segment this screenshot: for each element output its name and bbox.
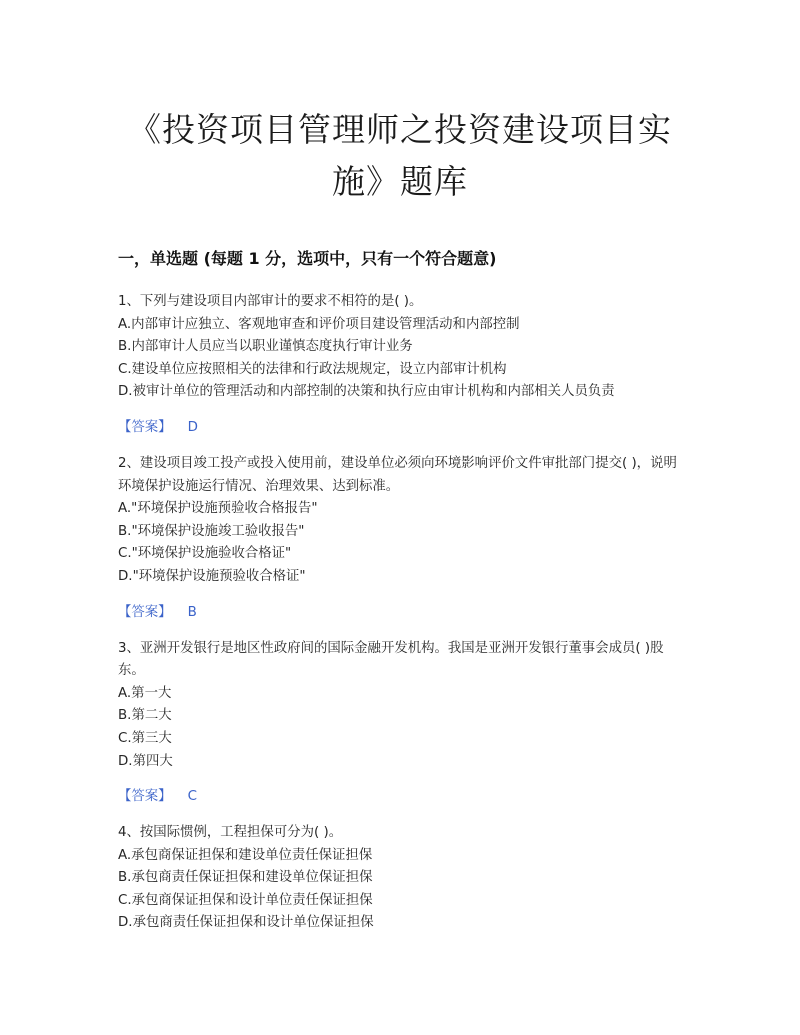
answer-line	[118, 786, 688, 808]
option-b: B.第二大	[118, 708, 172, 724]
option-c: C."环境保护设施验收合格证"	[118, 546, 292, 562]
option-list	[118, 314, 688, 404]
question-stem: 1、下列与建设项目内部审计的要求不相符的是( )。	[118, 294, 423, 309]
answer-line	[118, 602, 688, 624]
option-a: A.承包商保证担保和建设单位责任保证担保	[118, 847, 373, 863]
section-heading: 一，单选题 (每题 1 分，选项中，只有一个符合题意)	[118, 249, 497, 268]
question-stem: 2、建设项目竣工投产或投入使用前，建设单位必须向环境影响评价文件审批部门提交( )，说明环境保护设施运行情况、治理效果、达到标准。	[118, 455, 677, 494]
answer-label: 【答案】	[118, 419, 172, 435]
option-list	[118, 683, 688, 773]
answer-value: C	[187, 789, 197, 805]
answer-label: 【答案】	[118, 604, 172, 620]
option-b: B.承包商责任保证担保和建设单位保证担保	[118, 870, 373, 886]
option-b: B.内部审计人员应当以职业谨慎态度执行审计业务	[118, 339, 413, 355]
option-c: C.第三大	[118, 730, 172, 746]
answer-label: 【答案】	[118, 789, 172, 805]
answer-value: D	[187, 419, 198, 435]
question-stem: 4、按国际惯例，工程担保可分为( )。	[118, 825, 343, 841]
question-1	[118, 291, 688, 439]
option-list	[118, 498, 688, 588]
option-d: D."环境保护设施预验收合格证"	[118, 568, 306, 584]
document-title-line-2: 施》题库	[332, 162, 468, 201]
question-4	[118, 822, 688, 935]
answer-line	[118, 417, 688, 439]
option-a: A."环境保护设施预验收合格报告"	[118, 501, 318, 517]
option-b: B."环境保护设施竣工验收报告"	[118, 523, 305, 539]
option-list	[118, 845, 688, 935]
question-list	[118, 291, 688, 935]
option-c: C.承包商保证担保和设计单位责任保证担保	[118, 892, 373, 908]
option-d: D.承包商责任保证担保和设计单位保证担保	[118, 915, 374, 931]
question-stem: 3、亚洲开发银行是地区性政府间的国际金融开发机构。我国是亚洲开发银行董事会成员( )股东。	[118, 640, 664, 679]
option-d: D.第四大	[118, 753, 173, 769]
option-a: A.第一大	[118, 685, 172, 701]
option-c: C.建设单位应按照相关的法律和行政法规规定，设立内部审计机构	[118, 361, 507, 377]
document-title	[100, 104, 700, 208]
answer-value: B	[187, 604, 197, 620]
document-title-line-1: 《投资项目管理师之投资建设项目实	[128, 110, 672, 149]
question-3	[118, 638, 688, 809]
option-d: D.被审计单位的管理活动和内部控制的决策和执行应由审计机构和内部相关人员负责	[118, 384, 615, 400]
option-a: A.内部审计应独立、客观地审查和评价项目建设管理活动和内部控制	[118, 316, 520, 332]
question-2	[118, 453, 688, 624]
